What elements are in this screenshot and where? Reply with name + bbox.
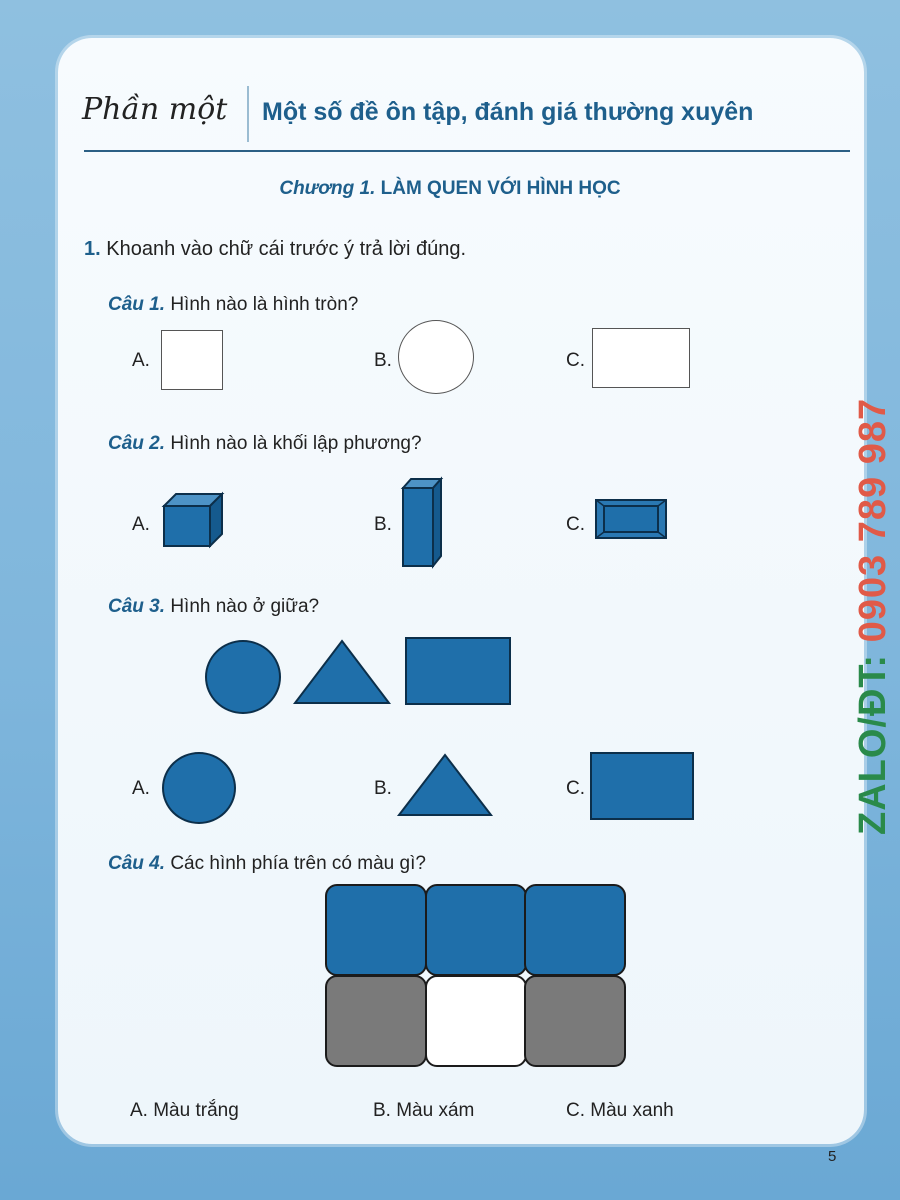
question-3-text: Hình nào ở giữa? bbox=[170, 596, 320, 617]
rectangle-outline-shape bbox=[592, 328, 690, 388]
question-1-text: Hình nào là hình tròn? bbox=[170, 294, 359, 315]
blue-tile bbox=[524, 884, 626, 976]
circle-outline-shape bbox=[398, 320, 474, 394]
blue-tile bbox=[425, 884, 527, 976]
chapter-prefix: Chương 1. bbox=[279, 178, 376, 199]
exercise-text: Khoanh vào chữ cái trước ý trả lời đúng. bbox=[106, 238, 467, 260]
q3-option-c[interactable]: C. bbox=[566, 778, 585, 799]
question-1 bbox=[108, 294, 358, 316]
header-divider bbox=[247, 86, 249, 142]
cube-shape bbox=[160, 490, 226, 550]
q4-option-c[interactable]: C. Màu xanh bbox=[566, 1100, 674, 1121]
gray-tile bbox=[325, 975, 427, 1067]
q3-option-b[interactable]: B. bbox=[374, 778, 392, 799]
question-1-label: Câu 1. bbox=[108, 294, 166, 315]
question-4 bbox=[108, 853, 426, 875]
contact-watermark bbox=[852, 398, 895, 835]
q1-option-a[interactable]: A. bbox=[132, 350, 150, 371]
question-4-label: Câu 4. bbox=[108, 853, 166, 874]
question-2-text: Hình nào là khối lập phương? bbox=[170, 433, 422, 454]
option-rectangle-shape bbox=[590, 752, 694, 820]
option-triangle-shape bbox=[396, 752, 494, 818]
q1-option-b[interactable]: B. bbox=[374, 350, 392, 371]
reference-triangle-shape bbox=[292, 638, 392, 706]
question-2-label: Câu 2. bbox=[108, 433, 166, 454]
square-outline-shape bbox=[161, 330, 223, 390]
reference-circle-shape bbox=[205, 640, 281, 714]
option-circle-shape bbox=[162, 752, 236, 824]
q3-option-a[interactable]: A. bbox=[132, 778, 150, 799]
white-tile bbox=[425, 975, 527, 1067]
blue-tile bbox=[325, 884, 427, 976]
q2-option-b[interactable]: B. bbox=[374, 514, 392, 535]
flat-prism-shape bbox=[594, 498, 668, 540]
question-4-text: Các hình phía trên có màu gì? bbox=[170, 853, 426, 874]
chapter-title: LÀM QUEN VỚI HÌNH HỌC bbox=[380, 178, 621, 199]
q2-option-a[interactable]: A. bbox=[132, 514, 150, 535]
header-rule bbox=[84, 150, 850, 152]
exercise-number: 1. bbox=[84, 238, 101, 260]
exercise-instruction bbox=[84, 238, 466, 261]
question-2 bbox=[108, 433, 422, 455]
cuboid-tall-shape bbox=[400, 476, 444, 570]
page-title: Một số đề ôn tập, đánh giá thường xuyên bbox=[262, 98, 754, 126]
chapter-heading bbox=[0, 178, 900, 200]
watermark-phone: 0903 789 987 bbox=[852, 397, 894, 643]
page-number: 5 bbox=[828, 1148, 837, 1165]
question-3 bbox=[108, 596, 319, 618]
watermark-prefix: ZALO/ĐT: bbox=[852, 653, 894, 835]
q4-option-b[interactable]: B. Màu xám bbox=[373, 1100, 475, 1121]
gray-tile bbox=[524, 975, 626, 1067]
reference-rectangle-shape bbox=[405, 637, 511, 705]
question-3-label: Câu 3. bbox=[108, 596, 166, 617]
part-label: Phần một bbox=[82, 92, 228, 127]
q1-option-c[interactable]: C. bbox=[566, 350, 585, 371]
q2-option-c[interactable]: C. bbox=[566, 514, 585, 535]
q4-option-a[interactable]: A. Màu trắng bbox=[130, 1100, 239, 1121]
